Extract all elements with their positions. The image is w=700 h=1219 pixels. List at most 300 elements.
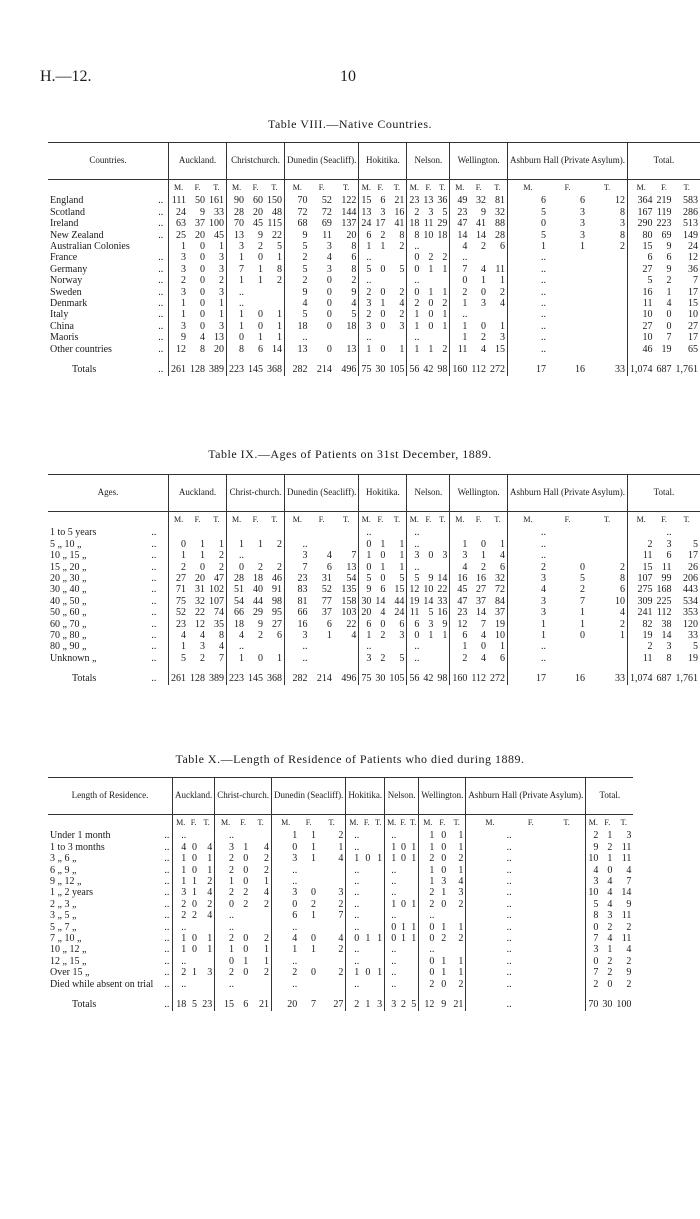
cell-value: 70 (297, 195, 308, 207)
cell-value: 35 (207, 619, 227, 630)
cell-value: .. (228, 978, 234, 990)
cell-value (435, 562, 450, 573)
cell-value: 68 (297, 218, 308, 230)
leader-dots: .. (162, 967, 172, 978)
cell-value (421, 641, 435, 652)
leader-dots: .. (156, 287, 168, 298)
cell-value: 4 (199, 887, 215, 898)
cell-value: 4 (488, 298, 508, 309)
cell-value: 3 (666, 641, 672, 653)
cell-value: 6 (292, 910, 298, 922)
cell-value: 33 (435, 596, 450, 607)
cell-value: 1 (181, 853, 187, 865)
cell-value (514, 910, 548, 921)
cell-value: 11 (488, 264, 508, 275)
cell-value: 4 (607, 887, 613, 899)
cell-value (469, 252, 488, 263)
cell-value (227, 527, 247, 538)
cell-value: 1 (480, 275, 486, 287)
cell-value: 2 (429, 887, 435, 899)
cell-value: 3 (540, 607, 546, 619)
cell-value: 75 (176, 595, 187, 607)
cell-value: 1 (250, 876, 271, 887)
cell-value: 0 (593, 921, 599, 933)
cell-value: 30 (602, 999, 613, 1011)
cell-value: 2 (302, 275, 308, 287)
cell-value: 3 (181, 320, 187, 332)
row-label: Denmark (50, 298, 88, 310)
cell-value: 1 (401, 921, 406, 933)
cell-value: 10 (423, 229, 434, 241)
table-row (48, 653, 700, 664)
cell-value: 24 (387, 607, 407, 618)
cell-value: 13 (361, 206, 372, 218)
cell-value (188, 956, 199, 967)
cell-value: 72 (321, 206, 332, 218)
cell-value: 0 (380, 309, 386, 321)
cell-value: 2 (626, 955, 632, 967)
cell-value: 1 (428, 343, 434, 355)
cell-value (421, 241, 435, 252)
cell-value: 3 (462, 550, 468, 562)
row-label: Totals (72, 364, 97, 376)
leader-dots: .. (149, 641, 168, 652)
cell-value: 5 (366, 263, 372, 275)
sex-subheader: M. (588, 818, 598, 827)
cell-value: 0 (243, 864, 249, 876)
cell-value: 1 (462, 538, 468, 550)
cell-value: 2 (488, 287, 508, 298)
cell-value (334, 539, 359, 550)
cell-value: 3 (387, 321, 407, 332)
column-header: Auckland. (169, 475, 227, 512)
cell-value: 28 (488, 230, 508, 241)
sex-subheader: F. (475, 183, 482, 192)
column-header: Dunedin (Seacliff). (285, 475, 359, 512)
cell-value: 1 (380, 538, 386, 550)
cell-value: 389 (207, 664, 227, 684)
cell-value: 0 (191, 933, 197, 945)
cell-value (548, 321, 587, 332)
table-ix-ages-of-patients (48, 474, 700, 685)
cell-value: 14 (265, 344, 285, 355)
cell-value: 1 (429, 864, 435, 876)
cell-value: .. (391, 830, 397, 842)
cell-value: .. (292, 978, 298, 990)
cell-value: .. (292, 864, 298, 876)
table-row (48, 596, 700, 607)
row-label: 1 to 5 years (50, 527, 97, 539)
row-label: Ireland (50, 218, 79, 230)
cell-value: 0 (441, 978, 447, 990)
cell-value: 4 (462, 241, 468, 253)
cell-value: .. (540, 252, 546, 264)
sex-subheader: T. (683, 183, 690, 192)
cell-value: 13 (423, 195, 434, 207)
cell-value: .. (239, 286, 245, 298)
leader-dots: .. (156, 344, 168, 355)
cell-value: 3 (580, 229, 585, 241)
cell-value: 6 (587, 584, 627, 595)
cell-value (285, 527, 310, 538)
cell-value (265, 287, 285, 298)
sex-subheader: T. (587, 180, 627, 196)
cell-value: 0 (391, 921, 397, 933)
cell-value (587, 539, 627, 550)
cell-value: 38 (661, 618, 672, 630)
cell-value: 2 (292, 967, 298, 979)
cell-value: 5 (181, 652, 187, 664)
cell-value: 107 (207, 596, 227, 607)
cell-value (199, 922, 215, 933)
cell-value: 4 (448, 876, 466, 887)
cell-value: 4 (607, 876, 613, 888)
cell-value: 144 (334, 207, 359, 218)
cell-value: .. (414, 652, 420, 664)
cell-value: 47 (207, 573, 227, 584)
table-x-title: Table X.—Length of Residence of Patients who died during 1889. (175, 752, 525, 766)
cell-value: 17 (688, 286, 698, 298)
cell-value: 20 (253, 206, 264, 218)
table-row (48, 252, 700, 263)
cell-value: 2 (593, 978, 599, 990)
cell-value: 10 (642, 332, 653, 344)
cell-value: 2 (462, 652, 468, 664)
leader-dots: .. (162, 876, 172, 887)
cell-value (435, 275, 450, 286)
cell-value: 1 (480, 550, 486, 562)
cell-value: 0 (414, 252, 420, 264)
cell-value: 14 (435, 573, 450, 584)
totals-row (48, 355, 700, 375)
cell-value: 6 (265, 630, 285, 641)
cell-value: 20 (207, 344, 227, 355)
row-label: 1 „ 2 years (50, 887, 94, 899)
cell-value: .. (354, 876, 360, 888)
cell-value: 2 (250, 853, 271, 864)
leader-dots: .. (162, 830, 172, 841)
cell-value: 2 (429, 898, 435, 910)
cell-value (435, 641, 450, 652)
cell-value: 0 (414, 263, 420, 275)
cell-value: 1 (365, 933, 371, 945)
cell-value: 2 (587, 241, 627, 252)
cell-value: .. (181, 978, 187, 990)
cell-value: 47 (457, 218, 468, 230)
cell-value: 145 (248, 364, 264, 376)
cell-value: 3 (391, 999, 397, 1011)
cell-value (373, 332, 387, 343)
leader-dots: .. (162, 887, 172, 898)
cell-value: 32 (475, 195, 486, 207)
sex-subheader: T. (387, 512, 407, 528)
cell-value: 18 (253, 573, 264, 585)
sex-subheader: T. (587, 512, 627, 528)
cell-value: 60 (253, 195, 264, 207)
cell-value (236, 830, 250, 841)
cell-value: 3 (488, 332, 508, 343)
cell-value (373, 252, 387, 263)
leader-dots: .. (156, 275, 168, 286)
sex-subheader: T. (207, 512, 227, 528)
cell-value: 22 (195, 607, 206, 619)
cell-value (199, 830, 215, 841)
cell-value: 1 (448, 865, 466, 876)
cell-value: 1 (326, 630, 332, 642)
cell-value: 6 (366, 229, 372, 241)
sex-subheader: F. (252, 183, 259, 192)
sex-subheader: F. (240, 818, 247, 827)
cell-value: 0 (429, 967, 435, 979)
cell-value: 1 (258, 332, 264, 344)
mft-subheader-row (48, 180, 700, 196)
cell-value (548, 653, 587, 664)
cell-value: 70 (234, 218, 245, 230)
cell-value (361, 979, 372, 990)
cell-value (548, 332, 587, 343)
cell-value: 4 (181, 630, 187, 642)
cell-value: 2 (429, 978, 435, 990)
cell-value: 27 (475, 584, 486, 596)
cell-value: 3 (387, 630, 407, 641)
cell-value: 0 (401, 853, 406, 865)
cell-value (514, 922, 548, 933)
cell-value: 9 (428, 573, 434, 585)
cell-value (587, 264, 627, 275)
cell-value: 20 (195, 573, 206, 585)
sex-subheader: T. (448, 815, 466, 831)
cell-value (246, 298, 265, 309)
cell-value: 1 (435, 287, 450, 298)
cell-value: 0 (200, 252, 206, 264)
column-header: Auckland. (169, 143, 227, 180)
cell-value: 0 (366, 561, 372, 573)
cell-value: 0 (354, 933, 360, 945)
cell-value (514, 899, 548, 910)
cell-value: .. (354, 978, 360, 990)
leader-dots: .. (156, 309, 168, 320)
row-label: Other countries (50, 343, 112, 355)
cell-value (548, 275, 587, 286)
cell-value: .. (239, 550, 245, 562)
cell-value (310, 653, 334, 664)
cell-value (421, 653, 435, 664)
row-label: Totals (72, 673, 97, 685)
cell-value: 2 (607, 921, 613, 933)
cell-value (469, 309, 488, 320)
cell-value (361, 899, 372, 910)
cell-value: 0 (243, 853, 249, 865)
cell-value (514, 979, 548, 990)
cell-value: 5 (387, 264, 407, 275)
cell-value: 3 (580, 218, 585, 230)
cell-value: 2 (580, 584, 585, 596)
sex-subheader: T. (408, 815, 419, 831)
cell-value: 5 (387, 573, 407, 584)
cell-value: 2 (480, 561, 486, 573)
cell-value: 1 (462, 298, 468, 310)
cell-value: 1 (408, 933, 419, 944)
cell-value (587, 275, 627, 286)
column-header: Dunedin (Seacliff). (272, 778, 346, 815)
cell-value: 7 (480, 618, 486, 630)
cell-value (373, 275, 387, 286)
cell-value (587, 527, 627, 538)
cell-value: 0 (365, 853, 371, 865)
cell-value: 45 (253, 218, 264, 230)
cell-value: 0 (311, 967, 317, 979)
cell-value: 27 (642, 320, 653, 332)
cell-value (548, 979, 586, 990)
row-label: 10 „ 12 „ (50, 944, 87, 956)
cell-value: 0 (191, 864, 197, 876)
cell-value: 11 (409, 607, 420, 619)
cell-value: 2 (318, 944, 346, 955)
cell-value: 75 (361, 364, 372, 376)
cell-value (548, 344, 587, 355)
cell-value (548, 550, 587, 561)
cell-value: 6 (488, 241, 508, 252)
cell-value: .. (391, 944, 397, 956)
cell-value (587, 332, 627, 343)
sex-subheader: F. (425, 515, 432, 524)
cell-value: 11 (642, 652, 653, 664)
cell-value: 1 (488, 641, 508, 652)
cell-value: .. (462, 309, 468, 321)
cell-value: 1 (265, 321, 285, 332)
row-label: England (50, 195, 84, 207)
cell-value: 2 (191, 910, 197, 922)
cell-value: 2 (448, 853, 466, 864)
cell-value (361, 944, 372, 955)
cell-value: 54 (234, 595, 245, 607)
column-header: Ashburn Hall (Private Asylum). (507, 143, 627, 180)
cell-value: 112 (471, 673, 486, 685)
cell-value: 4 (607, 933, 613, 945)
cell-value: 1 (366, 343, 372, 355)
cell-value: 4 (462, 561, 468, 573)
cell-value: 8 (587, 207, 627, 218)
cell-value: 1 (181, 944, 187, 956)
sex-subheader: T. (435, 512, 450, 528)
cell-value: 1 (265, 653, 285, 664)
leader-dots: .. (149, 550, 168, 561)
cell-value: 583 (683, 195, 698, 207)
cell-value (548, 922, 586, 933)
cell-value: .. (292, 921, 298, 933)
page-header (0, 68, 700, 92)
table-row (48, 842, 633, 853)
cell-value: 3 (593, 876, 599, 888)
row-label: 30 „ 40 „ (50, 584, 87, 596)
cell-value: 12 (587, 195, 627, 206)
cell-value: 84 (488, 596, 508, 607)
table-row (48, 979, 633, 990)
cell-value: .. (506, 887, 512, 899)
cell-value: 19 (488, 619, 508, 630)
cell-value: .. (366, 641, 372, 653)
cell-value: 1,074 (629, 673, 653, 685)
cell-value: 56 (409, 364, 420, 376)
cell-value (318, 922, 346, 933)
cell-value: 2 (265, 562, 285, 573)
cell-value: 11 (457, 343, 468, 355)
cell-value: 2 (401, 999, 406, 1011)
cell-value: 272 (488, 355, 508, 375)
sex-subheader: M. (292, 183, 302, 192)
cell-value (372, 876, 384, 887)
cell-value: 1 (488, 321, 508, 332)
cell-value: 0 (326, 275, 332, 287)
cell-value: 14 (661, 630, 672, 642)
cell-value: 20 (334, 230, 359, 241)
table-row (48, 298, 700, 309)
cell-value: .. (506, 830, 512, 842)
cell-value (387, 527, 407, 538)
cell-value (318, 876, 346, 887)
row-label: Unknown „ (50, 652, 97, 664)
cell-value: 2 (647, 641, 653, 653)
row-label: 50 „ 60 „ (50, 607, 87, 619)
cell-value: 4 (334, 298, 359, 309)
cell-value: 1 (228, 944, 234, 956)
cell-value: 6 (258, 343, 264, 355)
cell-value: 0 (480, 286, 486, 298)
cell-value: 1 (250, 944, 271, 955)
row-label: Maoris (50, 332, 79, 344)
cell-value: 15 (688, 298, 698, 310)
cell-value: 1,074 (629, 364, 653, 376)
sex-subheader: F. (475, 515, 482, 524)
cell-value: 1 (441, 887, 447, 899)
cell-value: 1 (441, 967, 447, 979)
cell-value: 4 (540, 584, 546, 596)
cell-value: 90 (234, 195, 245, 207)
cell-value: 15 (387, 584, 407, 595)
cell-value: 3 (435, 550, 450, 561)
cell-value: 115 (265, 218, 285, 229)
cell-value (514, 887, 548, 898)
row-label: Italy (50, 309, 69, 321)
cell-value: 95 (265, 607, 285, 618)
column-header: Total. (627, 143, 700, 180)
cell-value: 17 (535, 673, 546, 685)
sex-subheader: M. (409, 515, 419, 524)
cell-value: .. (540, 298, 546, 310)
cell-value: 0 (292, 898, 298, 910)
cell-value: 0 (365, 967, 371, 979)
cell-value (199, 979, 215, 990)
cell-value (310, 527, 334, 538)
cell-value: 12 (409, 584, 420, 596)
sex-subheader: T. (548, 815, 586, 831)
cell-value: 0 (593, 955, 599, 967)
column-header: Ashburn Hall (Private Asylum). (466, 778, 586, 815)
sex-subheader: T. (265, 180, 285, 196)
cell-value: 5 (408, 990, 419, 1010)
sex-subheader: T. (265, 512, 285, 528)
cell-value: 5 (693, 641, 698, 653)
cell-value (188, 527, 207, 538)
cell-value: 2 (387, 241, 407, 252)
cell-value: 9 (593, 841, 599, 853)
cell-value: 36 (435, 195, 450, 206)
leader-dots: .. (162, 990, 172, 1010)
cell-value: 6 (540, 195, 546, 207)
cell-value: 32 (195, 595, 206, 607)
cell-value: 3 (366, 320, 372, 332)
cell-value: .. (540, 527, 546, 539)
